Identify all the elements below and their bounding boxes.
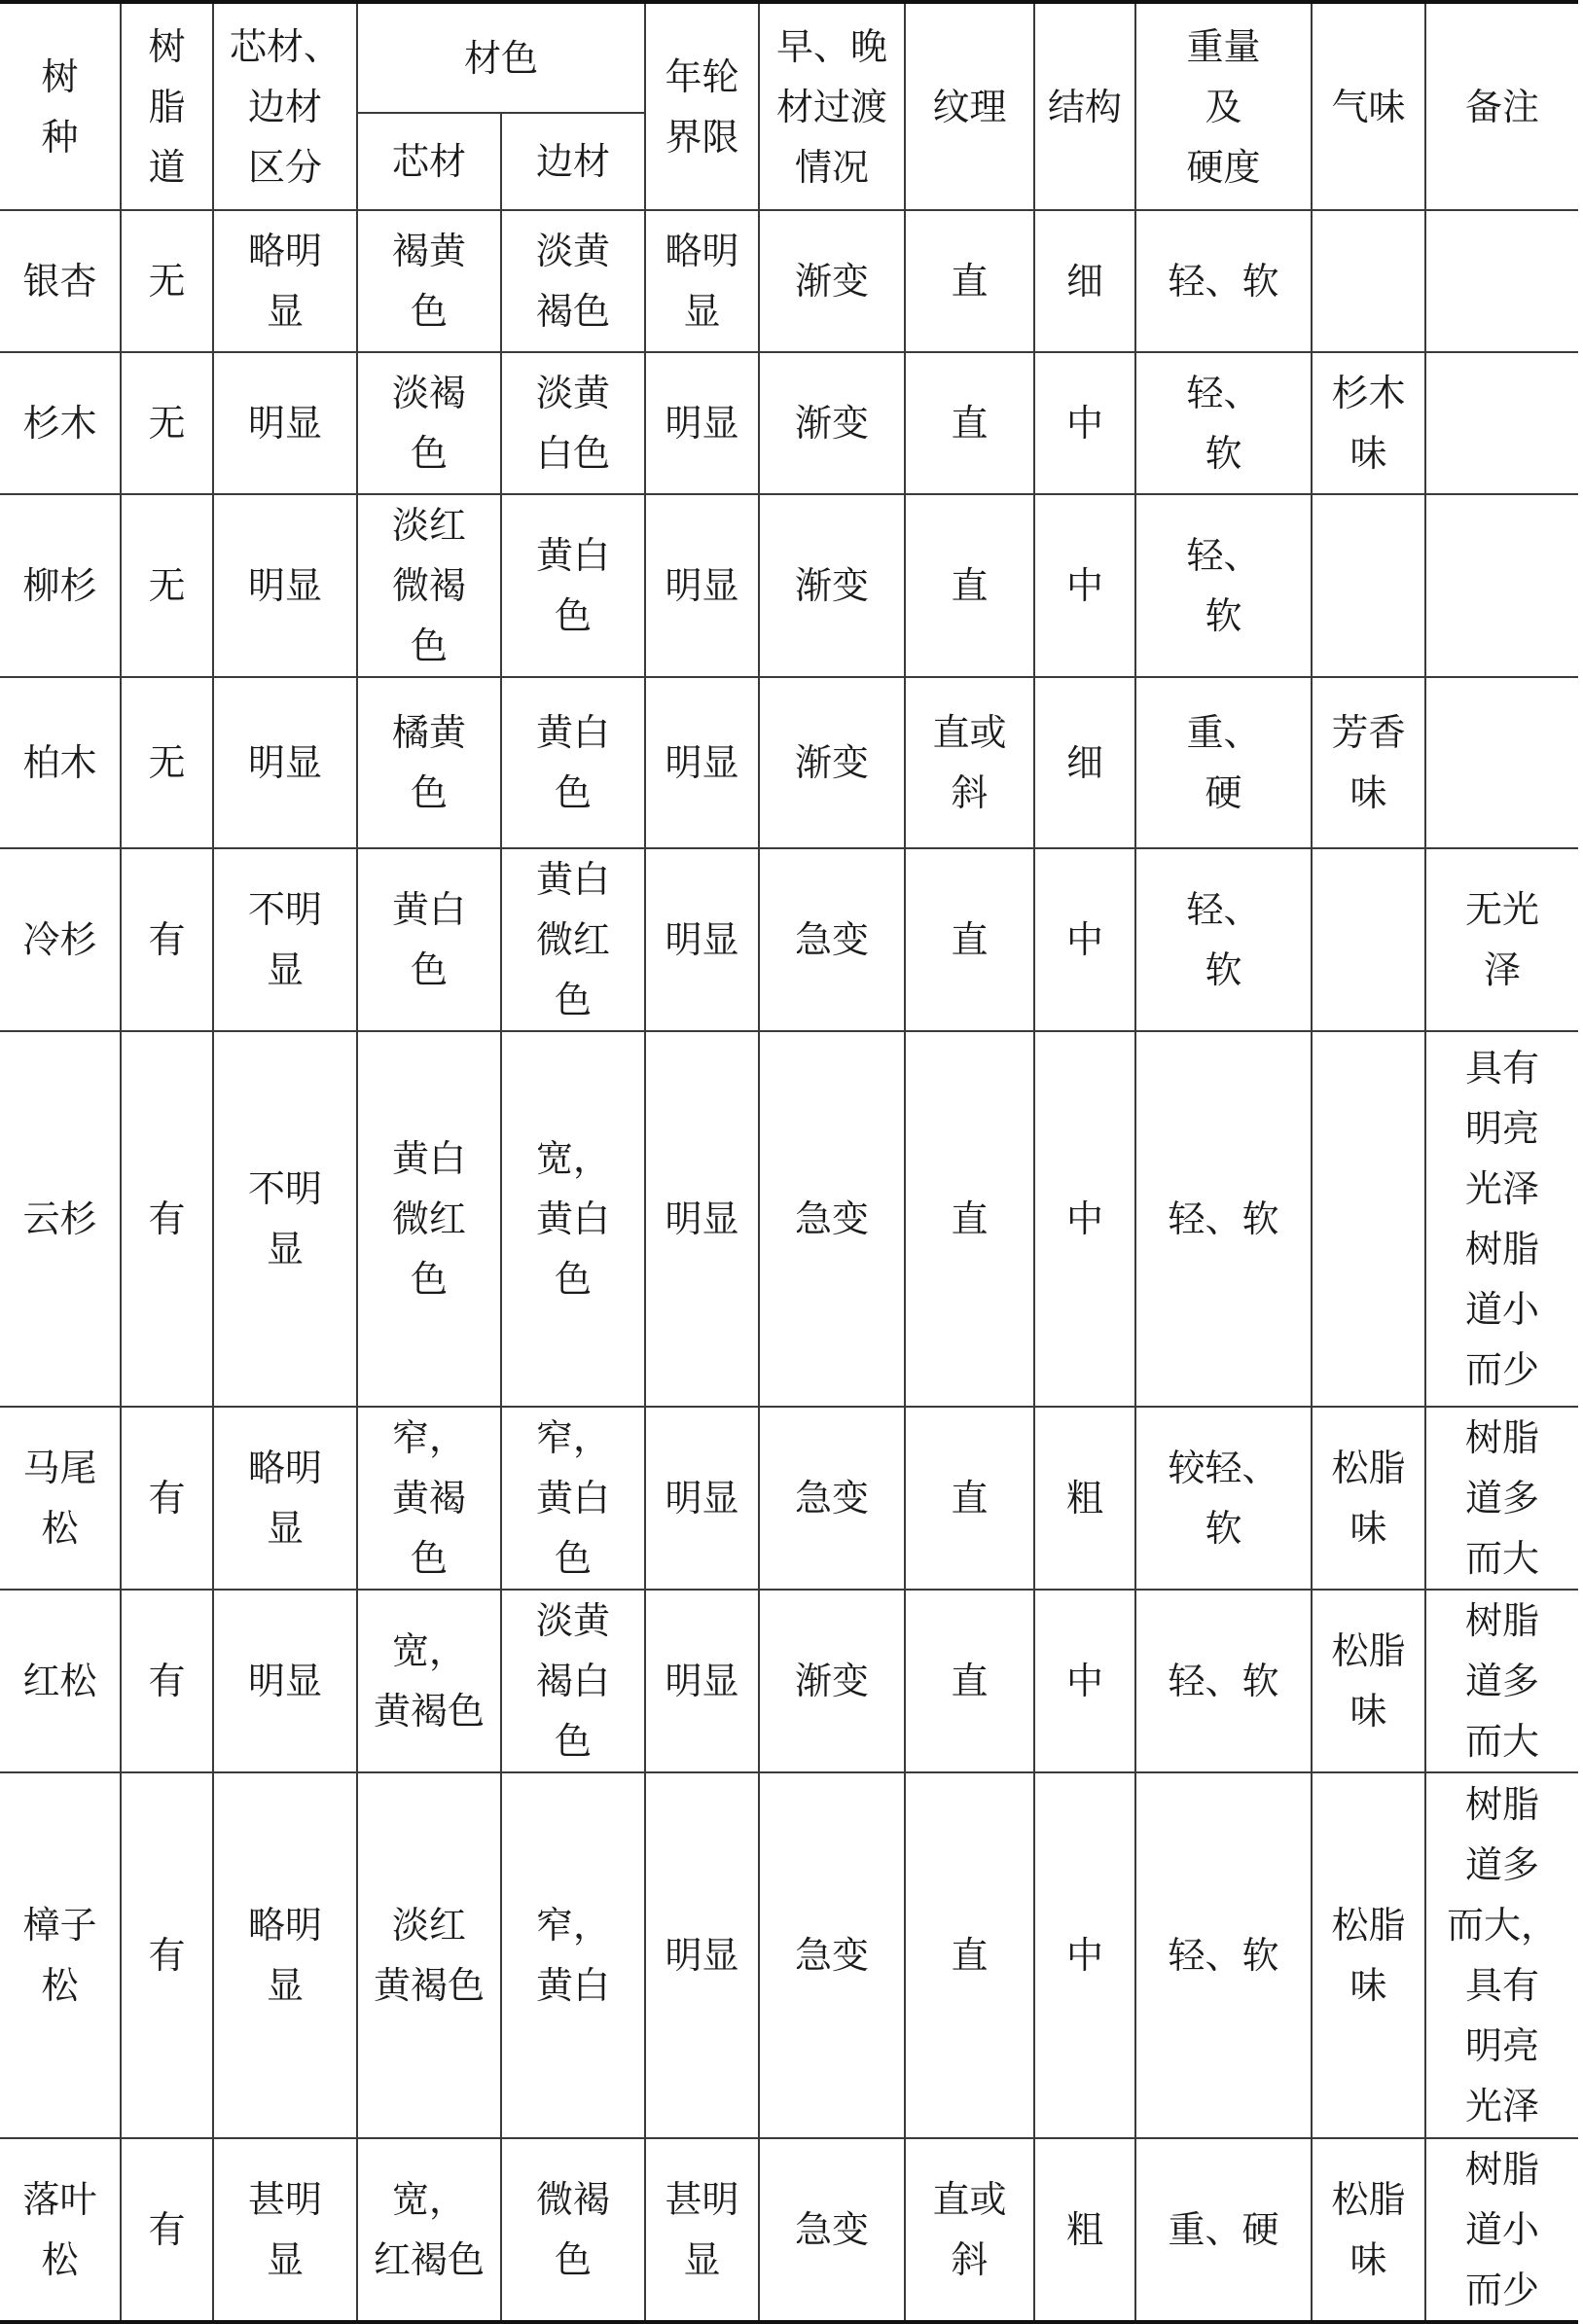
cell-grain: 直 — [905, 1031, 1034, 1407]
cell-species: 柳杉 — [0, 494, 121, 677]
header-heart-sap-distinction: 芯材、 边材 区分 — [213, 2, 357, 210]
table-row — [0, 1407, 1578, 1590]
cell-remark: 无光 泽 — [1425, 848, 1578, 1031]
cell-remark — [1425, 210, 1578, 352]
cell-distinction: 明显 — [213, 494, 357, 677]
table-row — [0, 1772, 1578, 2138]
cell-weight-hardness: 轻、软 — [1135, 210, 1312, 352]
cell-structure: 中 — [1034, 1031, 1135, 1407]
cell-heartwood: 黄白 色 — [357, 848, 501, 1031]
cell-transition: 急变 — [759, 1407, 905, 1590]
cell-sapwood: 窄， 黄白 色 — [501, 1407, 645, 1590]
cell-weight-hardness: 轻、 软 — [1135, 494, 1312, 677]
cell-structure: 中 — [1034, 494, 1135, 677]
cell-sapwood: 淡黄 褐色 — [501, 210, 645, 352]
cell-transition: 急变 — [759, 848, 905, 1031]
cell-odor — [1312, 494, 1425, 677]
cell-ring-boundary: 明显 — [645, 848, 759, 1031]
cell-species: 马尾 松 — [0, 1407, 121, 1590]
cell-weight-hardness: 轻、软 — [1135, 1031, 1312, 1407]
cell-distinction: 略明 显 — [213, 1772, 357, 2138]
cell-resin-canal: 有 — [121, 1407, 213, 1590]
table-row — [0, 352, 1578, 494]
cell-heartwood: 淡红 黄褐色 — [357, 1772, 501, 2138]
cell-resin-canal: 有 — [121, 1590, 213, 1772]
cell-ring-boundary: 明显 — [645, 494, 759, 677]
cell-grain: 直 — [905, 210, 1034, 352]
cell-ring-boundary: 明显 — [645, 352, 759, 494]
cell-transition: 渐变 — [759, 494, 905, 677]
cell-ring-boundary: 明显 — [645, 1407, 759, 1590]
header-species: 树 种 — [0, 2, 121, 210]
cell-heartwood: 橘黄 色 — [357, 677, 501, 848]
cell-grain: 直 — [905, 352, 1034, 494]
cell-remark — [1425, 494, 1578, 677]
cell-odor: 芳香 味 — [1312, 677, 1425, 848]
cell-ring-boundary: 明显 — [645, 1031, 759, 1407]
cell-structure: 中 — [1034, 848, 1135, 1031]
table-row — [0, 210, 1578, 352]
cell-remark: 树脂 道小 而少 — [1425, 2138, 1578, 2322]
cell-sapwood: 黄白 色 — [501, 677, 645, 848]
cell-structure: 中 — [1034, 1590, 1135, 1772]
cell-resin-canal: 无 — [121, 352, 213, 494]
header-grain: 纹理 — [905, 2, 1034, 210]
cell-resin-canal: 有 — [121, 1031, 213, 1407]
cell-ring-boundary: 明显 — [645, 1590, 759, 1772]
cell-remark: 树脂 道多 而大 — [1425, 1407, 1578, 1590]
cell-transition: 急变 — [759, 2138, 905, 2322]
cell-species: 银杏 — [0, 210, 121, 352]
cell-remark: 树脂 道多 而大， 具有 明亮 光泽 — [1425, 1772, 1578, 2138]
cell-heartwood: 黄白 微红 色 — [357, 1031, 501, 1407]
cell-distinction: 不明 显 — [213, 1031, 357, 1407]
cell-odor: 杉木 味 — [1312, 352, 1425, 494]
header-remarks: 备注 — [1425, 2, 1578, 210]
header-heartwood: 芯材 — [357, 113, 501, 210]
cell-structure: 中 — [1034, 1772, 1135, 2138]
cell-sapwood: 微褐 色 — [501, 2138, 645, 2322]
cell-odor: 松脂 味 — [1312, 2138, 1425, 2322]
cell-odor: 松脂 味 — [1312, 1772, 1425, 2138]
cell-grain: 直 — [905, 494, 1034, 677]
cell-transition: 急变 — [759, 1031, 905, 1407]
cell-remark: 树脂 道多 而大 — [1425, 1590, 1578, 1772]
cell-distinction: 甚明 显 — [213, 2138, 357, 2322]
cell-grain: 直 — [905, 1590, 1034, 1772]
cell-species: 柏木 — [0, 677, 121, 848]
cell-transition: 渐变 — [759, 210, 905, 352]
cell-heartwood: 褐黄 色 — [357, 210, 501, 352]
header-sapwood: 边材 — [501, 113, 645, 210]
cell-weight-hardness: 轻、软 — [1135, 1772, 1312, 2138]
cell-grain: 直 — [905, 1407, 1034, 1590]
header-early-late-transition: 早、晚 材过渡 情况 — [759, 2, 905, 210]
header-structure: 结构 — [1034, 2, 1135, 210]
cell-distinction: 明显 — [213, 352, 357, 494]
cell-resin-canal: 无 — [121, 210, 213, 352]
cell-heartwood: 窄， 黄褐 色 — [357, 1407, 501, 1590]
table-row — [0, 2138, 1578, 2322]
cell-transition: 渐变 — [759, 677, 905, 848]
cell-resin-canal: 无 — [121, 494, 213, 677]
cell-grain: 直或 斜 — [905, 2138, 1034, 2322]
cell-sapwood: 黄白 微红 色 — [501, 848, 645, 1031]
cell-ring-boundary: 明显 — [645, 677, 759, 848]
header-weight-hardness: 重量 及 硬度 — [1135, 2, 1312, 210]
cell-structure: 细 — [1034, 677, 1135, 848]
table-row — [0, 494, 1578, 677]
cell-structure: 粗 — [1034, 1407, 1135, 1590]
cell-heartwood: 宽， 红褐色 — [357, 2138, 501, 2322]
cell-distinction: 不明 显 — [213, 848, 357, 1031]
cell-heartwood: 宽， 黄褐色 — [357, 1590, 501, 1772]
cell-ring-boundary: 略明 显 — [645, 210, 759, 352]
cell-resin-canal: 有 — [121, 848, 213, 1031]
cell-odor — [1312, 848, 1425, 1031]
cell-structure: 粗 — [1034, 2138, 1135, 2322]
cell-sapwood: 宽， 黄白 色 — [501, 1031, 645, 1407]
cell-grain: 直或 斜 — [905, 677, 1034, 848]
cell-structure: 细 — [1034, 210, 1135, 352]
cell-species: 云杉 — [0, 1031, 121, 1407]
cell-ring-boundary: 明显 — [645, 1772, 759, 2138]
cell-heartwood: 淡褐 色 — [357, 352, 501, 494]
cell-weight-hardness: 轻、软 — [1135, 1590, 1312, 1772]
cell-distinction: 明显 — [213, 677, 357, 848]
cell-remark — [1425, 352, 1578, 494]
cell-resin-canal: 无 — [121, 677, 213, 848]
cell-species: 樟子 松 — [0, 1772, 121, 2138]
table-row — [0, 1590, 1578, 1772]
cell-resin-canal: 有 — [121, 2138, 213, 2322]
cell-weight-hardness: 较轻、 软 — [1135, 1407, 1312, 1590]
header-odor: 气味 — [1312, 2, 1425, 210]
cell-odor: 松脂 味 — [1312, 1407, 1425, 1590]
cell-distinction: 略明 显 — [213, 210, 357, 352]
cell-odor: 松脂 味 — [1312, 1590, 1425, 1772]
cell-weight-hardness: 轻、 软 — [1135, 848, 1312, 1031]
cell-distinction: 明显 — [213, 1590, 357, 1772]
cell-species: 落叶 松 — [0, 2138, 121, 2322]
cell-odor — [1312, 1031, 1425, 1407]
cell-species: 杉木 — [0, 352, 121, 494]
cell-ring-boundary: 甚明 显 — [645, 2138, 759, 2322]
header-ring-boundary: 年轮 界限 — [645, 2, 759, 210]
cell-grain: 直 — [905, 848, 1034, 1031]
header-resin-canal: 树 脂 道 — [121, 2, 213, 210]
cell-sapwood: 淡黄 白色 — [501, 352, 645, 494]
cell-heartwood: 淡红 微褐 色 — [357, 494, 501, 677]
cell-sapwood: 淡黄 褐白 色 — [501, 1590, 645, 1772]
cell-remark — [1425, 677, 1578, 848]
cell-weight-hardness: 轻、 软 — [1135, 352, 1312, 494]
cell-transition: 急变 — [759, 1772, 905, 2138]
cell-resin-canal: 有 — [121, 1772, 213, 2138]
cell-transition: 渐变 — [759, 352, 905, 494]
cell-species: 红松 — [0, 1590, 121, 1772]
cell-weight-hardness: 重、 硬 — [1135, 677, 1312, 848]
cell-transition: 渐变 — [759, 1590, 905, 1772]
table-row — [0, 677, 1578, 848]
cell-weight-hardness: 重、硬 — [1135, 2138, 1312, 2322]
header-wood-color: 材色 — [357, 2, 645, 113]
cell-species: 冷杉 — [0, 848, 121, 1031]
cell-grain: 直 — [905, 1772, 1034, 2138]
cell-odor — [1312, 210, 1425, 352]
cell-sapwood: 窄， 黄白 — [501, 1772, 645, 2138]
cell-structure: 中 — [1034, 352, 1135, 494]
table-row — [0, 1031, 1578, 1407]
table-row — [0, 848, 1578, 1031]
cell-remark: 具有 明亮 光泽 树脂 道小 而少 — [1425, 1031, 1578, 1407]
cell-distinction: 略明 显 — [213, 1407, 357, 1590]
cell-sapwood: 黄白 色 — [501, 494, 645, 677]
